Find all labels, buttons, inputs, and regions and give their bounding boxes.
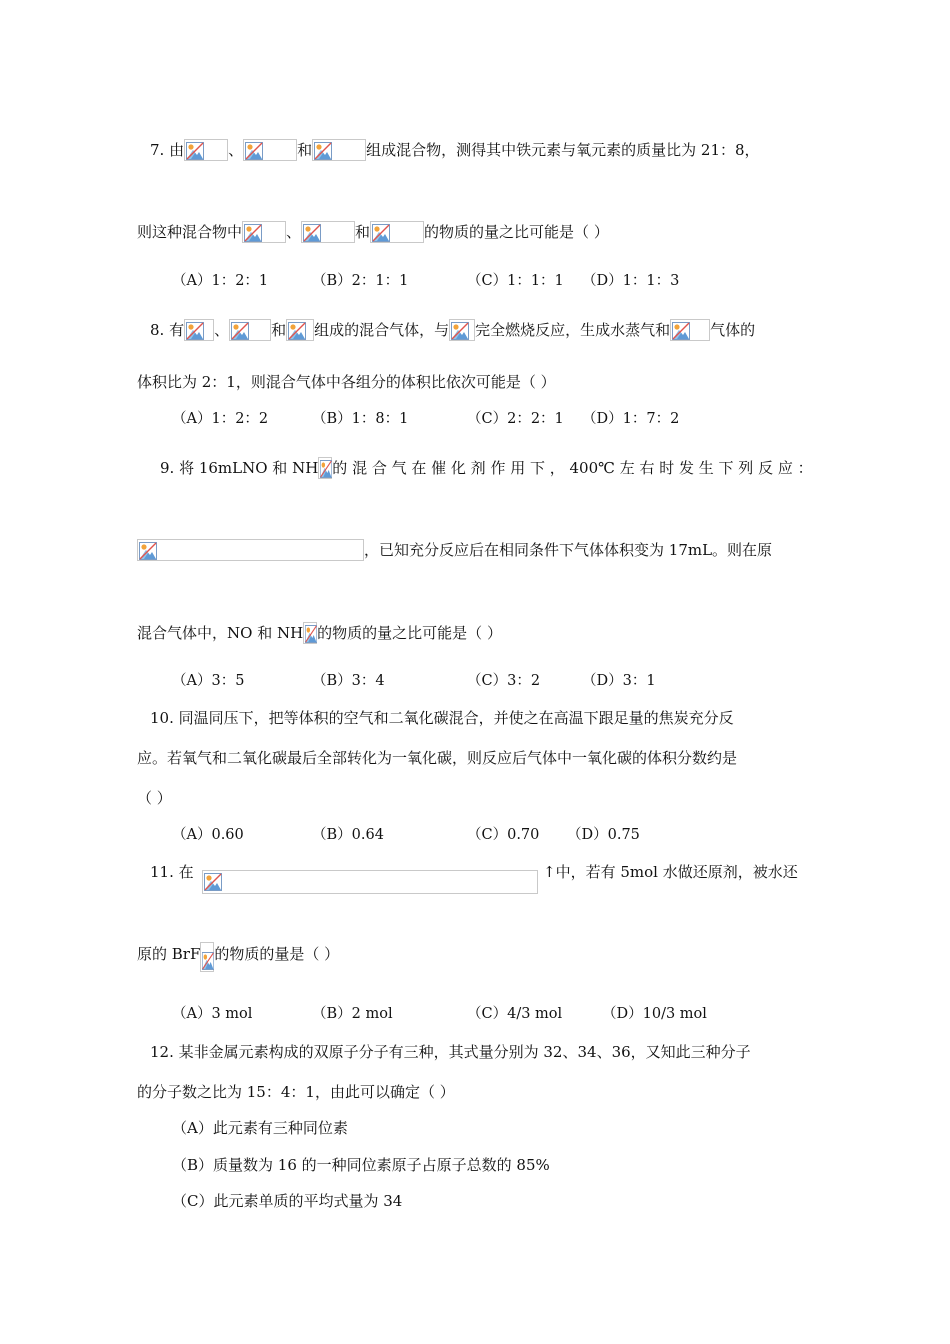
option-d: （D）1：1：3 [582,273,680,289]
option-b: （B）2 mol [312,1006,393,1022]
broken-image-icon [305,625,317,643]
option-b: （B）1：8：1 [312,411,409,427]
option-a: （A）1：2：2 [172,411,269,427]
formula-image [184,319,214,341]
q7-text: 的物质的量之比可能是（ ） [424,223,609,241]
broken-image-icon [244,224,262,242]
q12-text: 12. 某非金属元素构成的双原子分子有三种，其式量分别为 32、34、36，又知此三种分子 [150,1043,751,1061]
option-d: （D）0.75 [567,827,640,843]
equation-image [137,539,364,561]
option-c: （C）4/3 mol [467,1006,563,1022]
q8-options [172,408,679,430]
q7-line-2 [137,220,609,242]
q11-text: 原的 BrF [137,945,201,963]
option-c: （C）此元素单质的平均式量为 34 [172,1192,403,1210]
option-b: （B）2：1：1 [312,273,409,289]
option-a: （A）1：2：1 [172,273,269,289]
q12-option-b [172,1153,550,1175]
q7-text: 7. 由 [150,141,185,159]
q11-equation [202,870,538,892]
option-d: （D）10/3 mol [602,1006,707,1022]
q7-options [172,270,679,292]
q8-text: 完全燃烧反应，生成水蒸气和 [475,321,671,339]
q7-text: 、 [228,141,244,159]
q7-text: 组成混合物，测得其中铁元素与氧元素的质量比为 21：8， [366,141,760,159]
formula-image [200,942,214,972]
broken-image-icon [303,224,321,242]
q10-line-3 [137,786,172,808]
equation-image [202,870,538,894]
formula-image [449,319,475,341]
q7-text: 和 [297,141,313,159]
q8-text: 组成的混合气体，与 [314,321,450,339]
option-b: （B）3：4 [312,673,385,689]
q9-line-3 [137,621,502,643]
q12-line-1 [150,1040,751,1062]
q7-text: 则这种混合物中 [137,223,243,241]
q10-text: 10. 同温同压下，把等体积的空气和二氧化碳混合，并使之在高温下跟足量的焦炭充分反 [150,709,734,727]
q12-line-2 [137,1080,455,1102]
q9-text: 的物质的量之比可能是（ ） [317,624,502,642]
broken-image-icon [231,322,249,340]
q8-line-1 [150,318,755,340]
q9-text: 9. 将 16mLNO 和 NH [160,459,319,477]
q9-options [172,670,656,692]
broken-image-icon [320,460,332,478]
broken-image-icon [288,322,306,340]
formula-image [229,319,271,341]
broken-image-icon [372,224,390,242]
broken-image-icon [186,322,204,340]
formula-image [370,221,424,243]
broken-image-icon [139,542,157,560]
option-d: （D）3：1 [582,673,656,689]
q10-text: 应。若氧气和二氧化碳最后全部转化为一氧化碳，则反应后气体中一氧化碳的体积分数约是 [137,749,738,767]
q9-line-1 [160,456,813,478]
formula-image [301,221,355,243]
q8-text: 体积比为 2：1，则混合气体中各组分的体积比依次可能是（ ） [137,373,556,391]
option-a: （A）0.60 [172,827,244,843]
q12-option-a [172,1116,348,1138]
option-c: （C）3：2 [467,673,541,689]
formula-image [286,319,314,341]
formula-image [242,221,286,243]
option-a: （A）此元素有三种同位素 [172,1119,348,1137]
q12-text: 的分子数之比为 15：4：1，由此可以确定（ ） [137,1083,455,1101]
q9-text: 混合气体中，NO 和 NH [137,624,304,642]
broken-image-icon [314,142,332,160]
q11-text: 的物质的量是（ ） [214,945,340,963]
formula-image [670,319,710,341]
q10-text: （ ） [137,789,172,807]
q9-text: ，已知充分反应后在相同条件下气体体积变为 17mL。则在原 [364,541,773,559]
q12-option-c [172,1189,402,1211]
q9-text: 的 混 合 气 在 催 化 剂 作 用 下 ， 400℃ 左 右 时 发 生 下 列 反 应 ： [332,459,813,477]
q7-text: 、 [286,223,302,241]
broken-image-icon [672,322,690,340]
broken-image-icon [186,142,204,160]
q11-line-1b [543,860,798,882]
broken-image-icon [451,322,469,340]
option-c: （C）2：2：1 [467,411,564,427]
q9-line-2 [137,538,772,560]
q11-text: ↑中，若有 5mol 水做还原剂，被水还 [543,863,798,881]
q8-text: 8. 有 [150,321,185,339]
q10-line-1 [150,706,734,728]
option-c: （C）1：1：1 [467,273,564,289]
formula-image [318,457,332,479]
option-a: （A）3：5 [172,673,245,689]
q11-options [172,1003,707,1025]
broken-image-icon [204,873,222,891]
q10-line-2 [137,746,737,768]
q11-line-2 [137,942,339,964]
q8-text: 、 [214,321,230,339]
formula-image [184,139,228,161]
formula-image [303,622,317,644]
q11-text: 11. 在 [150,863,194,881]
q8-text: 和 [271,321,287,339]
option-b: （B）0.64 [312,827,384,843]
formula-image [243,139,297,161]
q10-options [172,824,640,846]
broken-image-icon [202,952,214,970]
q8-line-2 [137,370,556,392]
option-c: （C）0.70 [467,827,540,843]
q7-text: 和 [355,223,371,241]
formula-image [312,139,366,161]
q11-line-1a [150,860,194,882]
option-a: （A）3 mol [172,1006,253,1022]
q7-line-1 [150,138,760,160]
option-b: （B）质量数为 16 的一种同位素原子占原子总数的 85% [172,1156,550,1174]
option-d: （D）1：7：2 [582,411,680,427]
broken-image-icon [245,142,263,160]
q8-text: 气体的 [710,321,756,339]
